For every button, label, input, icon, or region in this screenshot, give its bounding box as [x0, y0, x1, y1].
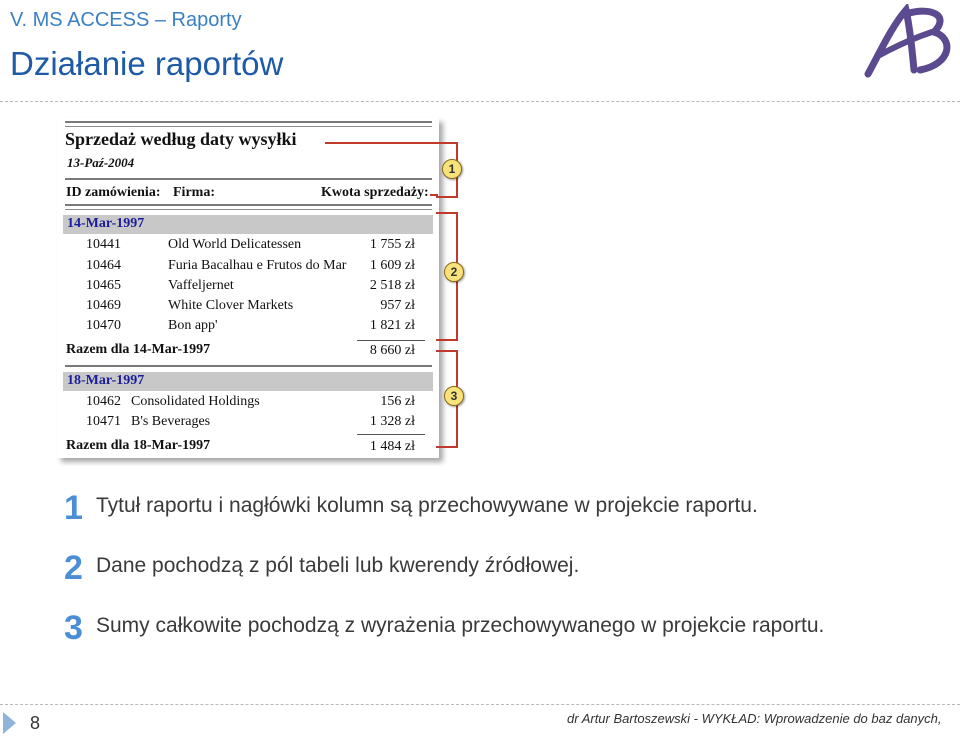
group-total-label: Razem dla 18-Mar-1997	[66, 438, 211, 453]
group-total-value: 1 484 zł	[369, 439, 415, 454]
footer-text: dr Artur Bartoszewski - WYKŁAD: Wprowadzenie do baz danych,	[567, 711, 942, 726]
ab-logo	[862, 4, 954, 87]
order-id: 10469	[86, 298, 121, 313]
description-number-2: 2	[64, 549, 83, 587]
column-header-amount: Kwota sprzedaży:	[321, 185, 429, 200]
company-name: Bon app'	[168, 318, 218, 333]
company-name: Consolidated Holdings	[131, 394, 260, 409]
slide-subtitle: V. MS ACCESS – Raporty	[10, 9, 242, 31]
company-name: Vaffeljernet	[168, 278, 234, 293]
column-header-order-id: ID zamówienia:	[66, 185, 161, 200]
subtotal-rule	[357, 434, 425, 435]
order-id: 10462	[86, 394, 121, 409]
callout-badge-1: 1	[442, 159, 462, 179]
description-text-3: Sumy całkowite pochodzą z wyrażenia przechowywanego w projekcie raportu.	[96, 614, 825, 637]
report-preview	[57, 118, 439, 458]
sale-amount: 1 755 zł	[369, 237, 415, 252]
group-total-value: 8 660 zł	[369, 343, 415, 358]
header-divider	[0, 101, 960, 102]
callout-1-bottom	[430, 194, 438, 196]
group-total-label: Razem dla 14-Mar-1997	[66, 342, 211, 357]
description-text-1: Tytuł raportu i nagłówki kolumn są przechowywane w projekcie raportu.	[96, 494, 758, 517]
company-name: White Clover Markets	[168, 298, 294, 313]
page-number: 8	[30, 713, 41, 733]
order-id: 10471	[86, 414, 121, 429]
slide-title: Działanie raportów	[10, 45, 284, 82]
report-top-rule-2	[65, 126, 432, 127]
sale-amount: 1 821 zł	[369, 318, 415, 333]
callout-badge-2: 2	[444, 262, 464, 282]
sale-amount: 156 zł	[380, 394, 415, 409]
company-name: Furia Bacalhau e Frutos do Mar	[168, 258, 347, 273]
sale-amount: 1 328 zł	[369, 414, 415, 429]
description-number-3: 3	[64, 609, 83, 647]
group-header	[63, 215, 433, 234]
report-header-rule	[65, 178, 432, 180]
report-top-rule	[65, 121, 432, 123]
group-date-label: 14-Mar-1997	[67, 216, 145, 231]
sale-amount: 957 zł	[380, 298, 415, 313]
group-header	[63, 372, 433, 391]
subtotal-rule	[357, 340, 425, 341]
order-id: 10441	[86, 237, 121, 252]
description-number-1: 1	[64, 489, 83, 527]
column-header-rule-2	[65, 209, 432, 210]
group-separator-rule	[65, 365, 432, 367]
callout-badge-3: 3	[444, 386, 464, 406]
footer-divider	[0, 704, 960, 705]
group-date-label: 18-Mar-1997	[67, 373, 145, 388]
description-text-2: Dane pochodzą z pól tabeli lub kwerendy źródłowej.	[96, 554, 580, 577]
order-id: 10464	[86, 258, 121, 273]
company-name: B's Beverages	[131, 414, 211, 429]
report-title: Sprzedaż według daty wysyłki	[65, 129, 297, 149]
order-id: 10465	[86, 278, 121, 293]
order-id: 10470	[86, 318, 121, 333]
column-header-rule	[65, 204, 432, 206]
company-name: Old World Delicatessen	[168, 237, 302, 252]
footer-triangle-icon	[3, 712, 16, 734]
column-header-company: Firma:	[173, 185, 215, 200]
sale-amount: 2 518 zł	[369, 278, 415, 293]
report-date: 13-Paź-2004	[67, 155, 135, 170]
sale-amount: 1 609 zł	[369, 258, 415, 273]
